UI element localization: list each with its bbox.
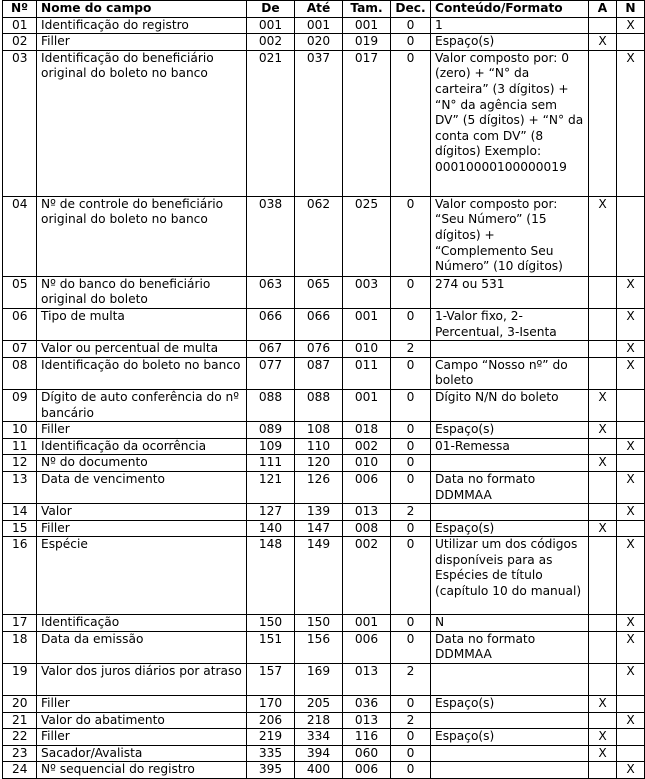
cell-n: X	[617, 438, 645, 455]
cell-no: 13	[3, 471, 37, 503]
table-row	[3, 615, 645, 632]
cell-name: Filler	[37, 34, 247, 51]
cell-dec: 0	[391, 357, 431, 389]
cell-tam: 013	[343, 504, 391, 521]
cell-conteudo: Utilizar um dos códigos disponíveis para as Espécies de título (capítulo 10 do manual)	[431, 537, 589, 615]
cell-ate: 218	[295, 712, 343, 729]
cell-dec: 0	[391, 196, 431, 276]
cell-conteudo: Valor composto por: “Seu Número” (15 dígitos) + “Complemento Seu Número” (10 dígitos)	[431, 196, 589, 276]
cell-n: X	[617, 664, 645, 696]
cell-name: Identificação do registro	[37, 17, 247, 34]
header-a: A	[589, 1, 617, 18]
cell-name: Tipo de multa	[37, 308, 247, 340]
cell-n	[617, 455, 645, 472]
cell-conteudo: N	[431, 615, 589, 632]
cell-de: 038	[247, 196, 295, 276]
cell-n: X	[617, 631, 645, 663]
cell-de: 089	[247, 422, 295, 439]
cell-a	[589, 357, 617, 389]
cell-de: 395	[247, 762, 295, 779]
table-row	[3, 357, 645, 389]
cell-de: 063	[247, 276, 295, 308]
header-ate: Até	[295, 1, 343, 18]
cell-no: 16	[3, 537, 37, 615]
cell-de: 140	[247, 520, 295, 537]
cell-tam: 001	[343, 308, 391, 340]
cell-ate: 139	[295, 504, 343, 521]
cell-a	[589, 631, 617, 663]
cell-ate: 334	[295, 729, 343, 746]
cell-a	[589, 712, 617, 729]
cell-n: X	[617, 615, 645, 632]
cell-de: 219	[247, 729, 295, 746]
cell-n	[617, 520, 645, 537]
cell-n	[617, 696, 645, 713]
cell-no: 23	[3, 745, 37, 762]
cell-ate: 066	[295, 308, 343, 340]
table-row	[3, 631, 645, 663]
cell-no: 18	[3, 631, 37, 663]
cell-de: 002	[247, 34, 295, 51]
cell-tam: 002	[343, 537, 391, 615]
cell-dec: 0	[391, 422, 431, 439]
cell-tam: 008	[343, 520, 391, 537]
cell-de: 109	[247, 438, 295, 455]
cell-name: Nº do documento	[37, 455, 247, 472]
cell-de: 170	[247, 696, 295, 713]
table-row	[3, 762, 645, 779]
cell-dec: 2	[391, 712, 431, 729]
table-row	[3, 471, 645, 503]
cell-tam: 036	[343, 696, 391, 713]
cell-a	[589, 471, 617, 503]
cell-dec: 0	[391, 631, 431, 663]
cell-conteudo: Data no formato DDMMAA	[431, 631, 589, 663]
cell-de: 066	[247, 308, 295, 340]
cell-no: 07	[3, 341, 37, 358]
cell-no: 17	[3, 615, 37, 632]
cell-de: 077	[247, 357, 295, 389]
cell-no: 02	[3, 34, 37, 51]
cell-ate: 126	[295, 471, 343, 503]
cell-n: X	[617, 50, 645, 196]
cell-name: Espécie	[37, 537, 247, 615]
cell-name: Identificação da ocorrência	[37, 438, 247, 455]
cell-n: X	[617, 712, 645, 729]
cell-tam: 006	[343, 471, 391, 503]
cell-conteudo	[431, 762, 589, 779]
cell-no: 08	[3, 357, 37, 389]
cell-ate: 110	[295, 438, 343, 455]
cell-n	[617, 422, 645, 439]
cell-de: 001	[247, 17, 295, 34]
cell-tam: 006	[343, 762, 391, 779]
cell-ate: 108	[295, 422, 343, 439]
cell-ate: 087	[295, 357, 343, 389]
cell-de: 150	[247, 615, 295, 632]
cell-ate: 156	[295, 631, 343, 663]
cell-conteudo: Espaço(s)	[431, 520, 589, 537]
cell-conteudo	[431, 712, 589, 729]
cell-dec: 0	[391, 520, 431, 537]
cell-name: Valor do abatimento	[37, 712, 247, 729]
cell-de: 021	[247, 50, 295, 196]
cell-tam: 001	[343, 615, 391, 632]
header-n: N	[617, 1, 645, 18]
cell-name: Data de vencimento	[37, 471, 247, 503]
cell-ate: 076	[295, 341, 343, 358]
table-row	[3, 537, 645, 615]
header-nome-do-campo: Nome do campo	[37, 1, 247, 18]
cell-dec: 0	[391, 537, 431, 615]
cell-dec: 0	[391, 276, 431, 308]
table-row	[3, 389, 645, 421]
cell-conteudo: Campo “Nosso nº” do boleto	[431, 357, 589, 389]
cell-a	[589, 537, 617, 615]
cell-n: X	[617, 276, 645, 308]
cell-dec: 0	[391, 729, 431, 746]
header-no: Nº	[3, 1, 37, 18]
cell-conteudo: Dígito N/N do boleto	[431, 389, 589, 421]
cell-no: 05	[3, 276, 37, 308]
cell-n: X	[617, 537, 645, 615]
cell-a	[589, 504, 617, 521]
cell-a: X	[589, 389, 617, 421]
cell-dec: 0	[391, 438, 431, 455]
cell-a	[589, 615, 617, 632]
cell-conteudo	[431, 341, 589, 358]
cell-conteudo	[431, 455, 589, 472]
cell-n: X	[617, 341, 645, 358]
cell-de: 151	[247, 631, 295, 663]
table-row	[3, 712, 645, 729]
table-row	[3, 17, 645, 34]
cell-ate: 037	[295, 50, 343, 196]
table-row	[3, 422, 645, 439]
cell-no: 11	[3, 438, 37, 455]
cell-conteudo	[431, 664, 589, 696]
cell-conteudo: Espaço(s)	[431, 696, 589, 713]
cell-tam: 116	[343, 729, 391, 746]
cell-conteudo: Espaço(s)	[431, 34, 589, 51]
table-row	[3, 520, 645, 537]
cell-name: Filler	[37, 729, 247, 746]
cell-no: 15	[3, 520, 37, 537]
cell-conteudo: Espaço(s)	[431, 422, 589, 439]
cell-conteudo: 01-Remessa	[431, 438, 589, 455]
cell-tam: 010	[343, 455, 391, 472]
cell-dec: 0	[391, 17, 431, 34]
cell-conteudo: Data no formato DDMMAA	[431, 471, 589, 503]
cell-a: X	[589, 745, 617, 762]
cell-dec: 2	[391, 341, 431, 358]
cell-no: 22	[3, 729, 37, 746]
table-row	[3, 729, 645, 746]
cell-conteudo: Valor composto por: 0 (zero) + “N° da carteira” (3 dígitos) + “N° da agência sem DV” (5 dígitos) + “N° da conta com DV” (8 dígitos) Exemplo: 00010000100000019	[431, 50, 589, 196]
cell-tam: 001	[343, 17, 391, 34]
cell-name: Filler	[37, 696, 247, 713]
cell-dec: 0	[391, 615, 431, 632]
cell-tam: 013	[343, 664, 391, 696]
cell-tam: 018	[343, 422, 391, 439]
cell-name: Valor dos juros diários por atraso	[37, 664, 247, 696]
cell-ate: 001	[295, 17, 343, 34]
table-row	[3, 455, 645, 472]
cell-a	[589, 664, 617, 696]
cell-n: X	[617, 308, 645, 340]
cell-no: 12	[3, 455, 37, 472]
cell-dec: 0	[391, 745, 431, 762]
cell-ate: 088	[295, 389, 343, 421]
cell-a	[589, 276, 617, 308]
cell-name: Identificação do boleto no banco	[37, 357, 247, 389]
header-row	[3, 1, 645, 18]
cell-no: 09	[3, 389, 37, 421]
cell-a	[589, 17, 617, 34]
cell-name: Nº do banco do beneficiário original do boleto	[37, 276, 247, 308]
cell-a: X	[589, 422, 617, 439]
cell-name: Dígito de auto conferência do nº bancário	[37, 389, 247, 421]
cell-a	[589, 762, 617, 779]
cell-name: Identificação	[37, 615, 247, 632]
table-row	[3, 664, 645, 696]
cell-name: Valor	[37, 504, 247, 521]
cell-tam: 017	[343, 50, 391, 196]
cell-tam: 001	[343, 389, 391, 421]
layout-table	[2, 0, 645, 779]
cell-n	[617, 745, 645, 762]
cell-ate: 062	[295, 196, 343, 276]
cell-de: 148	[247, 537, 295, 615]
table-row	[3, 196, 645, 276]
cell-n	[617, 389, 645, 421]
cell-no: 10	[3, 422, 37, 439]
cell-dec: 0	[391, 308, 431, 340]
cell-ate: 150	[295, 615, 343, 632]
cell-a: X	[589, 696, 617, 713]
cell-name: Nº sequencial do registro	[37, 762, 247, 779]
header-conteudo-formato: Conteúdo/Formato	[431, 1, 589, 18]
cell-de: 067	[247, 341, 295, 358]
table-row	[3, 50, 645, 196]
cell-tam: 013	[343, 712, 391, 729]
table-row	[3, 504, 645, 521]
cell-no: 19	[3, 664, 37, 696]
cell-name: Data da emissão	[37, 631, 247, 663]
cell-a	[589, 308, 617, 340]
cell-tam: 010	[343, 341, 391, 358]
cell-no: 03	[3, 50, 37, 196]
cell-conteudo	[431, 504, 589, 521]
cell-tam: 025	[343, 196, 391, 276]
cell-name: Valor ou percentual de multa	[37, 341, 247, 358]
table-body	[3, 17, 645, 778]
table-row	[3, 276, 645, 308]
cell-conteudo: Espaço(s)	[431, 729, 589, 746]
cell-n: X	[617, 762, 645, 779]
cell-dec: 2	[391, 664, 431, 696]
cell-tam: 003	[343, 276, 391, 308]
table-row	[3, 745, 645, 762]
cell-conteudo: 1-Valor fixo, 2-Percentual, 3-Isenta	[431, 308, 589, 340]
table-row	[3, 341, 645, 358]
cell-ate: 205	[295, 696, 343, 713]
cell-dec: 2	[391, 504, 431, 521]
cell-dec: 0	[391, 696, 431, 713]
cell-tam: 019	[343, 34, 391, 51]
cell-dec: 0	[391, 471, 431, 503]
cell-no: 01	[3, 17, 37, 34]
cell-no: 06	[3, 308, 37, 340]
cell-ate: 147	[295, 520, 343, 537]
cell-a: X	[589, 520, 617, 537]
table-row	[3, 696, 645, 713]
cell-tam: 002	[343, 438, 391, 455]
cell-n: X	[617, 504, 645, 521]
cell-de: 157	[247, 664, 295, 696]
cell-name: Identificação do beneficiário original do boleto no banco	[37, 50, 247, 196]
cell-ate: 065	[295, 276, 343, 308]
table-row	[3, 438, 645, 455]
cell-tam: 060	[343, 745, 391, 762]
cell-dec: 0	[391, 389, 431, 421]
cell-conteudo	[431, 745, 589, 762]
cell-tam: 011	[343, 357, 391, 389]
cell-n: X	[617, 471, 645, 503]
header-de: De	[247, 1, 295, 18]
cell-a: X	[589, 196, 617, 276]
cell-a	[589, 50, 617, 196]
cell-dec: 0	[391, 455, 431, 472]
cell-name: Filler	[37, 422, 247, 439]
cell-ate: 120	[295, 455, 343, 472]
cell-ate: 149	[295, 537, 343, 615]
cell-a	[589, 438, 617, 455]
cell-n: X	[617, 357, 645, 389]
cell-name: Filler	[37, 520, 247, 537]
header-dec: Dec.	[391, 1, 431, 18]
cell-tam: 006	[343, 631, 391, 663]
cell-no: 24	[3, 762, 37, 779]
table-row	[3, 308, 645, 340]
cell-de: 206	[247, 712, 295, 729]
cell-n	[617, 196, 645, 276]
cell-name: Nº de controle do beneficiário original do boleto no banco	[37, 196, 247, 276]
cell-ate: 394	[295, 745, 343, 762]
cell-no: 21	[3, 712, 37, 729]
cell-conteudo: 1	[431, 17, 589, 34]
cell-ate: 169	[295, 664, 343, 696]
cell-no: 04	[3, 196, 37, 276]
cell-ate: 400	[295, 762, 343, 779]
cell-dec: 0	[391, 34, 431, 51]
header-tam: Tam.	[343, 1, 391, 18]
cell-a	[589, 341, 617, 358]
cell-dec: 0	[391, 762, 431, 779]
cell-de: 111	[247, 455, 295, 472]
cell-de: 088	[247, 389, 295, 421]
cell-n	[617, 729, 645, 746]
cell-conteudo: 274 ou 531	[431, 276, 589, 308]
cell-dec: 0	[391, 50, 431, 196]
table-row	[3, 34, 645, 51]
cell-de: 335	[247, 745, 295, 762]
cell-de: 121	[247, 471, 295, 503]
cell-n	[617, 34, 645, 51]
cell-a: X	[589, 34, 617, 51]
cell-name: Sacador/Avalista	[37, 745, 247, 762]
cell-ate: 020	[295, 34, 343, 51]
cell-a: X	[589, 729, 617, 746]
cell-de: 127	[247, 504, 295, 521]
cell-a: X	[589, 455, 617, 472]
cell-no: 20	[3, 696, 37, 713]
cell-no: 14	[3, 504, 37, 521]
cell-n: X	[617, 17, 645, 34]
